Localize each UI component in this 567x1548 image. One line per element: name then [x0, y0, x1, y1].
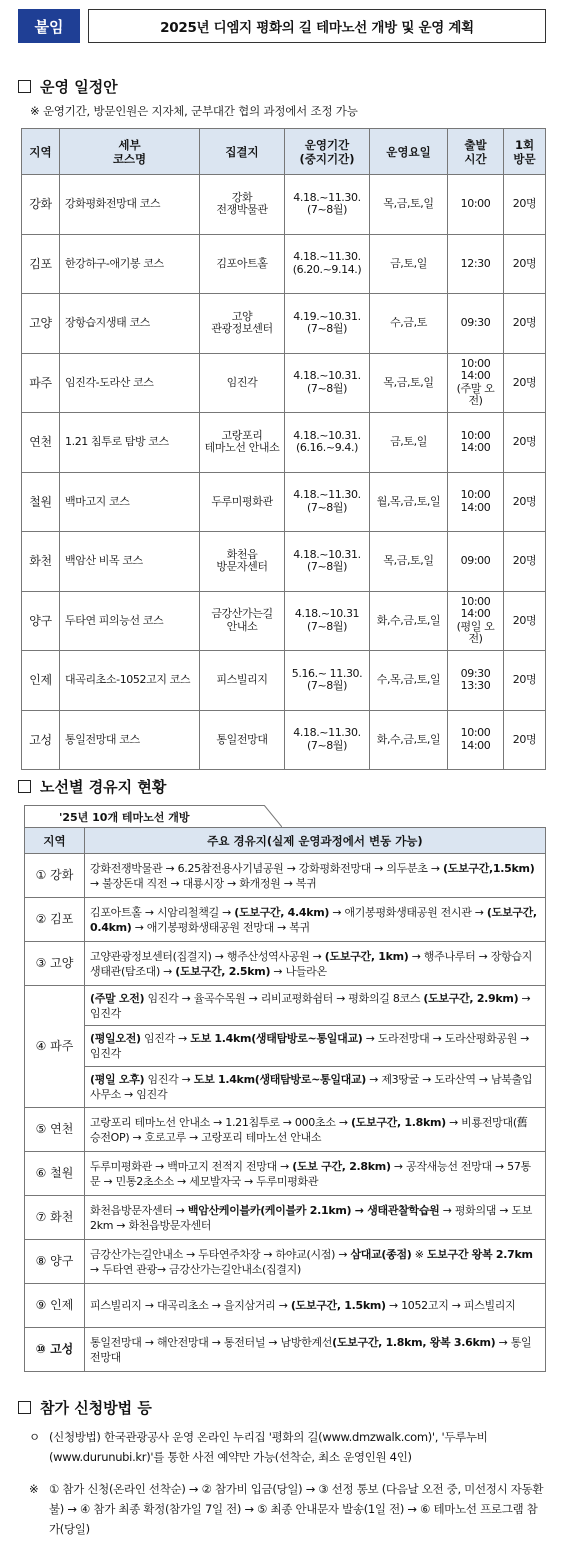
table-cell: 월,목,금,토,일 — [370, 472, 448, 532]
walking-section-text: 도보 1.4km(생태탐방로~통일대교) — [190, 1032, 363, 1045]
table-cell: 임진각-도라산 코스 — [60, 353, 200, 413]
column-header: 지역 — [22, 129, 60, 175]
table-cell: 09:00 — [448, 532, 504, 592]
table-cell: 12:30 — [448, 234, 504, 294]
table-cell: 김포아트홀 — [200, 234, 285, 294]
route-stops: 통일전망대 → 해안전망대 → 통전터널 → 남방한계선(도보구간, 1.8km, 왕복 3.6km) → 통일전망대 — [85, 1328, 546, 1372]
table-cell: 통일전망대 코스 — [60, 710, 200, 770]
route-region: ⑦ 화천 — [25, 1196, 85, 1240]
table-row — [25, 1067, 546, 1108]
table-row — [22, 651, 546, 711]
table-cell: 20명 — [504, 532, 546, 592]
table-cell: 대곡리초소-1052고지 코스 — [60, 651, 200, 711]
walking-section-text: (평일오전) — [90, 1032, 141, 1045]
table-cell: 금,토,일 — [370, 234, 448, 294]
table-cell: 화천 — [22, 532, 60, 592]
table-row — [22, 234, 546, 294]
route-stops: 고양관광정보센터(집결지) → 행주산성역사공원 → (도보구간, 1km) → 행주나루터 → 장항습지생태관(탐조대) → (도보구간, 2.5km) → 나들라온 — [85, 942, 546, 986]
table-cell: 강화 전쟁박물관 — [200, 175, 285, 235]
apply-bullet — [18, 1427, 548, 1467]
table-cell: 10:00 14:00 — [448, 413, 504, 473]
note-mark: ※ — [29, 1482, 39, 1496]
table-row — [25, 1108, 546, 1152]
table-cell: 통일전망대 — [200, 710, 285, 770]
walking-section-text: (도보구간, 2.5km) — [175, 964, 271, 978]
walking-section-text: (도보구간, 1.8km, 왕복 3.6km) — [332, 1335, 496, 1349]
route-stops: 고랑포리 테마노선 안내소 → 1.21침투로 → 000초소 → (도보구간, 1.8km) → 비룡전망대(舊 승전OP) → 호로고루 → 고랑포리 테마노선 안내소 — [85, 1108, 546, 1152]
column-header: 운영요일 — [370, 129, 448, 175]
table-cell: 20명 — [504, 175, 546, 235]
table-cell: 4.18.~11.30. (7~8월) — [285, 710, 370, 770]
table-cell: 수,목,금,토,일 — [370, 651, 448, 711]
tab-slant-line — [252, 805, 282, 828]
table-cell: 20명 — [504, 710, 546, 770]
walking-section-text: 삼대교(종점) — [350, 1247, 412, 1261]
table-cell: 수,금,토 — [370, 294, 448, 354]
table-cell: 10:00 14:00 (평일 오전) — [448, 591, 504, 651]
route-stops: (평일 오후) 임진각 → 도보 1.4km(생태탐방로~통일대교) → 제3땅굴 → 도라산역 → 남북출입사무소 → 임진각 — [85, 1067, 546, 1108]
table-cell: 09:30 — [448, 294, 504, 354]
section-title: 참가 신청방법 등 — [40, 1399, 152, 1417]
route-stops: (평일오전) 임진각 → 도보 1.4km(생태탐방로~통일대교) → 도라전망대 → 도라산평화공원 → 임진각 — [85, 1026, 546, 1067]
table-row — [22, 472, 546, 532]
table-cell: 4.18.~10.31. (6.16.~9.4.) — [285, 413, 370, 473]
route-region: ⑨ 인제 — [25, 1284, 85, 1328]
route-stops: 피스빌리지 → 대곡리초소 → 을지삼거리 → (도보구간, 1.5km) → 1052고지 → 피스빌리지 — [85, 1284, 546, 1328]
route-region: ① 강화 — [25, 854, 85, 898]
table-cell: 한강하구-애기봉 코스 — [60, 234, 200, 294]
walking-section-text: 백암산케이블카(케이블카 2.1km) → 생태관찰학습원 — [187, 1203, 440, 1217]
table-cell: 09:30 13:30 — [448, 651, 504, 711]
table-row — [25, 1240, 546, 1284]
column-header: 주요 경유지(실제 운영과정에서 변동 가능) — [85, 828, 546, 854]
table-cell: 임진각 — [200, 353, 285, 413]
table-cell: 화천읍 방문자센터 — [200, 532, 285, 592]
table-cell: 강화평화전망대 코스 — [60, 175, 200, 235]
table-cell: 4.18.~11.30. (7~8월) — [285, 472, 370, 532]
checkbox-square-icon — [18, 80, 31, 93]
table-row — [25, 1152, 546, 1196]
table-cell: 금강산가는길 안내소 — [200, 591, 285, 651]
table-cell: 20명 — [504, 591, 546, 651]
checkbox-square-icon — [18, 1401, 31, 1414]
route-region: ⑤ 연천 — [25, 1108, 85, 1152]
document-header — [18, 9, 546, 43]
table-cell: 김포 — [22, 234, 60, 294]
walking-section-text: 도보구간 왕복 2.7km — [426, 1247, 533, 1261]
table-cell: 목,금,토,일 — [370, 532, 448, 592]
table-cell: 연천 — [22, 413, 60, 473]
table-row — [25, 942, 546, 986]
route-region: ④ 파주 — [25, 986, 85, 1108]
table-cell: 20명 — [504, 413, 546, 473]
walking-section-text: (도보구간, 4.4km) — [234, 905, 330, 919]
table-row — [22, 532, 546, 592]
table-row — [22, 710, 546, 770]
table-row — [25, 1284, 546, 1328]
table-cell: 1.21 침투로 탐방 코스 — [60, 413, 200, 473]
table-cell: 화,수,금,토,일 — [370, 710, 448, 770]
route-region: ⑩ 고성 — [25, 1328, 85, 1372]
table-cell: 4.18.~10.31. (7~8월) — [285, 353, 370, 413]
column-header: 1회 방문 — [504, 129, 546, 175]
section-apply-heading — [18, 1397, 152, 1418]
table-cell: 20명 — [504, 472, 546, 532]
table-cell: 인제 — [22, 651, 60, 711]
walking-section-text: (도보구간, 2.9km) — [423, 991, 519, 1005]
table-cell: 화,수,금,토,일 — [370, 591, 448, 651]
schedule-header-row — [22, 129, 546, 175]
column-header: 집결지 — [200, 129, 285, 175]
table-cell: 양구 — [22, 591, 60, 651]
section-title: 노선별 경유지 현황 — [40, 778, 167, 796]
route-table — [24, 827, 546, 1372]
table-row — [25, 898, 546, 942]
table-cell: 4.18.~11.30. (7~8월) — [285, 175, 370, 235]
table-row — [22, 413, 546, 473]
table-cell: 고랑포리 테마노선 안내소 — [200, 413, 285, 473]
route-stops: (주말 오전) 임진각 → 율곡수목원 → 리비교평화쉼터 → 평화의길 8코스 (도보구간, 2.9km) → 임진각 — [85, 986, 546, 1026]
route-region: ③ 고양 — [25, 942, 85, 986]
schedule-table — [21, 128, 546, 770]
table-cell: 4.18.~10.31. (7~8월) — [285, 532, 370, 592]
walking-section-text: (도보 구간, 2.8km) — [292, 1159, 391, 1173]
route-stops: 두루미평화관 → 백마고지 전적지 전망대 → (도보 구간, 2.8km) → 공작새능선 전망대 → 57통문 → 민통2초소소 → 세모발자국 → 두루미평화관 — [85, 1152, 546, 1196]
table-cell: 10:00 — [448, 175, 504, 235]
table-row — [22, 353, 546, 413]
route-stops: 화천읍방문자센터 → 백암산케이블카(케이블카 2.1km) → 생태관찰학습원 → 평화의댐 → 도보 2km → 화천읍방문자센터 — [85, 1196, 546, 1240]
table-cell: 4.18.~11.30. (6.20.~9.14.) — [285, 234, 370, 294]
table-cell: 4.19.~10.31. (7~8월) — [285, 294, 370, 354]
walking-section-text: (도보구간, 0.4km) — [90, 905, 537, 934]
table-cell: 장항습지생태 코스 — [60, 294, 200, 354]
table-cell: 10:00 14:00 — [448, 710, 504, 770]
column-header: 출발 시간 — [448, 129, 504, 175]
route-stops: 금강산가는길안내소 → 두타연주차장 → 하야교(시점) → 삼대교(종점) ※ 도보구간 왕복 2.7km → 두타연 관광→ 금강산가는길안내소(집결지) — [85, 1240, 546, 1284]
table-row — [25, 854, 546, 898]
table-row — [22, 294, 546, 354]
attachment-tag: 붙임 — [18, 9, 80, 43]
route-region: ⑥ 철원 — [25, 1152, 85, 1196]
checkbox-square-icon — [18, 780, 31, 793]
table-cell: 20명 — [504, 234, 546, 294]
route-stops: 강화전쟁박물관 → 6.25참전용사기념공원 → 강화평화전망대 → 의두분초 → (도보구간,1.5km) → 불장돈대 직전 → 대룡시장 → 화개정원 → 복귀 — [85, 854, 546, 898]
route-table-tab-label: '25년 10개 테마노선 개방 — [24, 805, 264, 827]
apply-method-text: (신청방법) 한국관광공사 운영 온라인 누리집 '평화의 길(www.dmzwalk.com)', '두루누비(www.durunubi.kr)'를 통한 사전 예약만 가능(선착순, 최소 운영인원 4인) — [49, 1430, 488, 1464]
apply-section — [18, 1427, 548, 1539]
table-cell: 목,금,토,일 — [370, 353, 448, 413]
table-row — [25, 1026, 546, 1067]
walking-section-text: (도보구간, 1km) — [324, 949, 409, 963]
table-row — [25, 1328, 546, 1372]
route-stops: 김포아트홀 → 시암리철책길 → (도보구간, 4.4km) → 애기봉평화생태공원 전시관 → (도보구간, 0.4km) → 애기봉평화생태공원 전망대 → 복귀 — [85, 898, 546, 942]
table-cell: 10:00 14:00 — [448, 472, 504, 532]
table-cell: 철원 — [22, 472, 60, 532]
walking-section-text: 도보 1.4km(생태탐방로~통일대교) — [193, 1073, 367, 1086]
document-title: 2025년 디엠지 평화의 길 테마노선 개방 및 운영 계획 — [88, 9, 546, 43]
walking-section-text: (평일 오후) — [90, 1073, 145, 1086]
column-header: 운영기간 (중지기간) — [285, 129, 370, 175]
apply-steps — [18, 1479, 548, 1539]
table-cell: 고양 — [22, 294, 60, 354]
walking-section-text: (도보구간, 1.8km) — [350, 1115, 446, 1129]
route-region: ⑧ 양구 — [25, 1240, 85, 1284]
table-cell: 5.16.~ 11.30. (7~8월) — [285, 651, 370, 711]
table-cell: 두타연 피의능선 코스 — [60, 591, 200, 651]
column-header: 지역 — [25, 828, 85, 854]
table-cell: 20명 — [504, 294, 546, 354]
section-title: 운영 일정안 — [40, 78, 118, 96]
table-cell: 두루미평화관 — [200, 472, 285, 532]
table-cell: 파주 — [22, 353, 60, 413]
route-region: ② 김포 — [25, 898, 85, 942]
table-cell: 금,토,일 — [370, 413, 448, 473]
table-cell: 강화 — [22, 175, 60, 235]
table-row — [22, 591, 546, 651]
table-cell: 10:00 14:00 (주말 오전) — [448, 353, 504, 413]
table-cell: 고양 관광정보센터 — [200, 294, 285, 354]
table-cell: 20명 — [504, 651, 546, 711]
walking-section-text: (도보구간,1.5km) — [443, 861, 535, 875]
table-row — [25, 986, 546, 1026]
walking-section-text: (도보구간, 1.5km) — [290, 1299, 386, 1312]
section-schedule-heading — [18, 76, 118, 97]
bullet-mark: ㅇ — [29, 1430, 40, 1444]
table-row — [22, 175, 546, 235]
table-cell: 목,금,토,일 — [370, 175, 448, 235]
table-row — [25, 1196, 546, 1240]
column-header: 세부 코스명 — [60, 129, 200, 175]
table-cell: 4.18.~10.31 (7~8월) — [285, 591, 370, 651]
table-cell: 백마고지 코스 — [60, 472, 200, 532]
walking-section-text: (주말 오전) — [90, 991, 145, 1005]
schedule-note: ※ 운영기간, 방문인원은 지자체, 군부대간 협의 과정에서 조정 가능 — [30, 104, 358, 118]
table-cell: 피스빌리지 — [200, 651, 285, 711]
apply-steps-text: ① 참가 신청(온라인 선착순) → ② 참가비 입금(당일) → ③ 선정 통보 (다음날 오전 중, 미선정시 자동환불) → ④ 참가 최종 확정(참가일 7일 전) → ⑤ 최종 안내문자 발송(1일 전) → ⑥ 테마노선 프로그램 참가(당일) — [49, 1482, 544, 1536]
table-cell: 고성 — [22, 710, 60, 770]
table-cell: 백암산 비목 코스 — [60, 532, 200, 592]
table-cell: 20명 — [504, 353, 546, 413]
section-route-heading — [18, 776, 166, 797]
route-header-row — [25, 828, 546, 854]
